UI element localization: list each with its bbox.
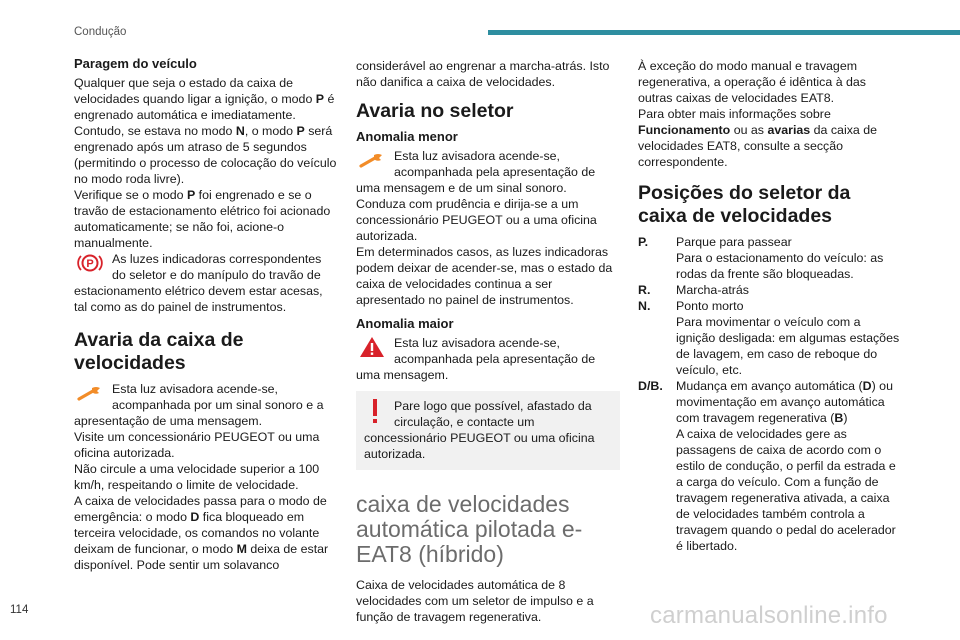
icon-paragraph: Esta luz avisadora acende-se, acompanhada pela apresentação de uma mensagem e de um sinal sonoro. [356,149,596,195]
paragraph: Em determinados casos, as luzes indicadoras podem deixar de acender-se, mas o estado da caixa de velocidades continua a ser apresentado no painel de instrumentos. [356,245,613,307]
wrench-service-icon [358,148,386,172]
paragraph: Visite um concessionário PEUGEOT ou uma oficina autorizada. [74,430,320,460]
paragraph: Caixa de velocidades automática de 8 velocidades com um seletor de impulso e a função de travagem regenerativa. [356,578,594,624]
heading-major-fault: Anomalia maior [356,316,454,331]
position-item: D/B. Mudança em avanço automática (D) ou movimentação em avanço automática com travagem regenerativa (B) A caixa de velocidades gere as passagens de caixa de acordo com o estilo de condução, o perfil da estrada e a carga do veículo. Com a função de travagem regenerativa ativada, a caixa de velocidades também controla a travagem quando o pedal do acelerador é libertado. [638,379,896,553]
paragraph: considerável ao engrenar a marcha-atrás. Isto não danifica a caixa de velocidades. [356,59,610,89]
running-header: Condução [74,26,127,38]
position-item: N. Ponto morto Para movimentar o veículo com a ignição desligada: em algumas estações de lavagem, em caso de reboque do veículo, etc. [638,299,900,377]
heading-selector-fault: Avaria no seletor [356,100,514,122]
heading-e-eat8: caixa de velocidades automática pilotada e-EAT8 (híbrido) [356,491,583,567]
red-warning-triangle-icon [358,335,386,359]
page-number: 114 [10,604,29,616]
paragraph: Não circule a uma velocidade superior a 100 km/h, respeitando o limite de velocidade. [74,462,320,492]
icon-paragraph: P As luzes indicadoras correspondentes do seletor e do manípulo do travão de estacionamento elétrico devem estar acesas, tal como as do painel de instrumentos. [74,252,323,314]
paragraph: Contudo, se estava no modo N, o modo P será engrenado após um atraso de 5 segundos (permitindo o processo de colocação do veículo no modo roda livre). [74,124,337,186]
warning-box: Pare logo que possível, afastado da circulação, e contacte um concessionário PEUGEOT ou uma oficina autorizada. [356,391,620,470]
paragraph: Para obter mais informações sobre Funcionamento ou as avarias da caixa de velocidades EAT8, consulte a secção correspondente. [638,107,878,169]
paragraph: À exceção do modo manual e travagem regenerativa, a operação é idêntica à das outras caixas de velocidades EAT8. [638,59,867,105]
icon-paragraph: Esta luz avisadora acende-se, acompanhada por um sinal sonoro e a apresentação de uma mensagem. [74,382,324,428]
column-2 [356,52,620,625]
watermark: carmanualsonline.info [650,602,888,629]
position-item: R. Marcha-atrás [638,283,749,297]
heading-minor-fault: Anomalia menor [356,129,458,144]
position-item: P. Parque para passear Para o estacionamento do veículo: as rodas da frente são bloqueadas. [638,235,884,281]
heading-gearbox-fault: Avaria da caixa de velocidades [74,329,244,374]
paragraph: Conduza com prudência e dirija-se a um concessionário PEUGEOT ou a uma oficina autorizada. [356,197,597,243]
parking-brake-warning-icon [76,251,104,275]
paragraph: Qualquer que seja o estado da caixa de velocidades quando ligar a ignição, o modo P é engrenado automática e imediatamente. [74,76,335,122]
heading-selector-positions: Posições do seletor da caixa de velocidades [638,182,851,227]
header-accent-bar [488,30,960,35]
svg-text:P: P [86,258,94,270]
red-exclamation-icon [364,398,386,428]
wrench-service-icon [76,381,104,405]
column-1 [74,52,338,573]
heading-vehicle-stop: Paragem do veículo [74,56,197,71]
column-3 [638,52,902,554]
positions-list [638,234,902,378]
icon-paragraph: Esta luz avisadora acende-se, acompanhada pela apresentação de uma mensagem. [356,336,596,382]
paragraph: A caixa de velocidades passa para o modo de emergência: o modo D fica bloqueado em terceira velocidade, os comandos no volante deixam de funcionar, o modo M deixa de estar disponível. Pode sentir um solavanco [74,494,329,572]
paragraph: Verifique se o modo P foi engrenado e se o travão de estacionamento elétrico foi acionado automaticamente; se não foi, acione-o manualmente. [74,188,331,250]
